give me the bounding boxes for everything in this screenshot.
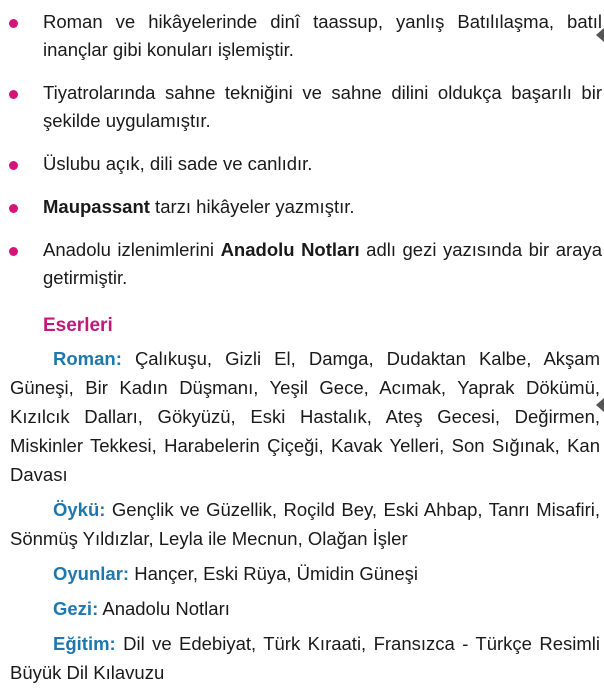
- works-text: Gençlik ve Güzellik, Roçild Bey, Eski Ahbap, Tanrı Misafiri, Sönmüş Yıldızlar, Leyla ile Mecnun, Olağan İşler: [10, 499, 600, 549]
- works-label: Roman:: [53, 348, 122, 369]
- bullet-text: adlı gezi yazısında bir araya getirmiştir.: [43, 239, 602, 288]
- bullet-item: [0, 193, 604, 221]
- bullet-text: Üslubu açık, dili sade ve canlıdır.: [43, 153, 313, 174]
- works-label: Oyunlar:: [53, 563, 130, 584]
- bullet-bold-text: Anadolu Notları: [220, 239, 360, 260]
- works-text: Hançer, Eski Rüya, Ümidin Güneşi: [129, 563, 418, 584]
- page-edge-marker-icon: [596, 28, 604, 42]
- bullet-dot-icon: [9, 19, 18, 28]
- works-egitim: [0, 629, 600, 687]
- works-label: Öykü:: [53, 499, 106, 520]
- bullet-item: [0, 79, 604, 135]
- works-heading: Eserleri: [43, 315, 113, 336]
- bullet-dot-icon: [9, 247, 18, 256]
- bullet-text: Tiyatrolarında sahne tekniğini ve sahne dilini oldukça başarılı bir şekilde uygulamıştır.: [43, 82, 602, 131]
- bullet-text: tarzı hikâyeler yazmıştır.: [149, 196, 355, 217]
- works-oyunlar: [0, 559, 600, 588]
- bullet-item: [0, 236, 604, 292]
- bullet-dot-icon: [9, 204, 18, 213]
- bullet-text: Anadolu izlenimlerini: [43, 239, 221, 260]
- works-roman: [0, 344, 600, 489]
- bullet-dot-icon: [9, 90, 18, 99]
- works-section: [0, 311, 600, 693]
- works-text: Anadolu Notları: [98, 598, 230, 619]
- works-label: Eğitim:: [53, 633, 116, 654]
- bullet-dot-icon: [9, 161, 18, 170]
- bullet-bold-text: Maupassant: [43, 196, 150, 217]
- works-label: Gezi:: [53, 598, 99, 619]
- bullet-list: [0, 8, 604, 307]
- works-text: Çalıkuşu, Gizli El, Damga, Dudaktan Kalbe, Akşam Güneşi, Bir Kadın Düşmanı, Yeşil Gece, Acımak, Yaprak Dökümü, Kızılcık Dalları, Gökyüzü, Eski Hastalık, Ateş Gecesi, Değirmen, Miskinler Tekkesi, Harabelerin Çiçeği, Kavak Yelleri, Son Sığınak, Kan Davası: [10, 348, 600, 485]
- works-gezi: [0, 594, 600, 623]
- bullet-text: Roman ve hikâyelerinde dinî taassup, yanlış Batılılaşma, batıl inançlar gibi konuları işlemiştir.: [43, 11, 602, 60]
- bullet-item: [0, 8, 604, 64]
- works-oyku: [0, 495, 600, 553]
- bullet-item: [0, 150, 604, 178]
- works-text: Dil ve Edebiyat, Türk Kıraati, Fransızca - Türkçe Resimli Büyük Dil Kılavuzu: [10, 633, 600, 683]
- page-edge-marker-icon: [596, 398, 604, 412]
